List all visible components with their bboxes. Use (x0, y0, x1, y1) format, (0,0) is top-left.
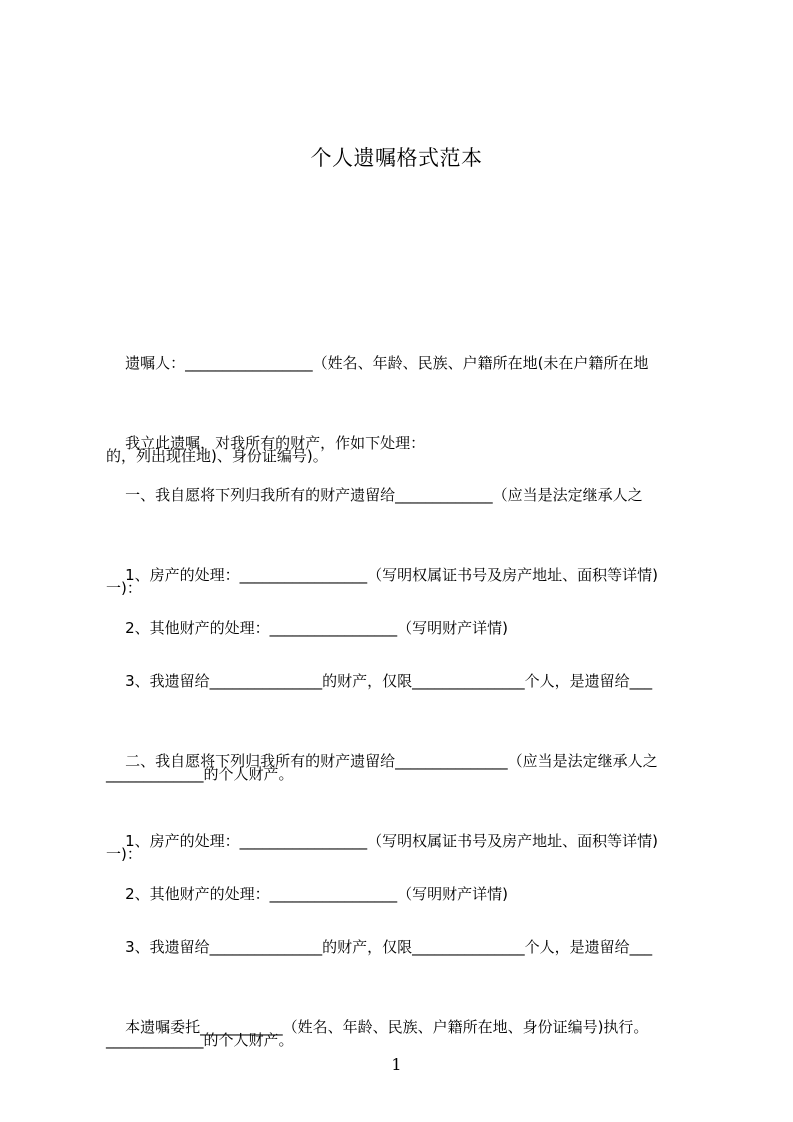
text-line: 2、其他财产的处理：_________________（写明财产详情) (106, 619, 508, 637)
document-title: 个人遗嘱格式范本 (310, 146, 483, 170)
text-line: 二、我自愿将下列归我所有的财产遗留给_______________（应当是法定继承人之 (106, 752, 658, 770)
text-line: 3、我遗留给_______________的财产，仅限_______________个人，是遗留给___ (106, 938, 653, 956)
text-line: 我立此遗嘱，对我所有的财产，作如下处理： (106, 434, 426, 452)
text-line: 1、房产的处理：_________________（写明权属证书号及房产地址、面积等详情) (106, 832, 658, 850)
text-line: 遗嘱人：_________________（姓名、年龄、民族、户籍所在地(未在户籍所在地 (106, 354, 649, 372)
text-line: _____________的个人财产。 (106, 765, 294, 783)
page-number: 1 (391, 1055, 402, 1074)
text-line: 一)： (106, 845, 142, 863)
paragraph-executor (106, 950, 702, 1105)
text-line: 3、我遗留给_______________的财产，仅限_______________个人，是遗留给___ (106, 672, 653, 690)
text-line: 1、房产的处理：_________________（写明权属证书号及房产地址、面积等详情) (106, 566, 658, 584)
text-line: 2、其他财产的处理：_________________（写明财产详情) (106, 885, 508, 903)
text-line: 的，列出现住地)、身份证编号)。 (106, 447, 328, 465)
text-line: 一)： (106, 579, 142, 597)
text-line: 本遗嘱委托___________（姓名、年龄、民族、户籍所在地、身份证编号)执行。 (106, 1018, 649, 1036)
text-line: 一、我自愿将下列归我所有的财产遗留给_____________（应当是法定继承人之 (106, 486, 643, 504)
text-line: _____________的个人财产。 (106, 1031, 294, 1049)
